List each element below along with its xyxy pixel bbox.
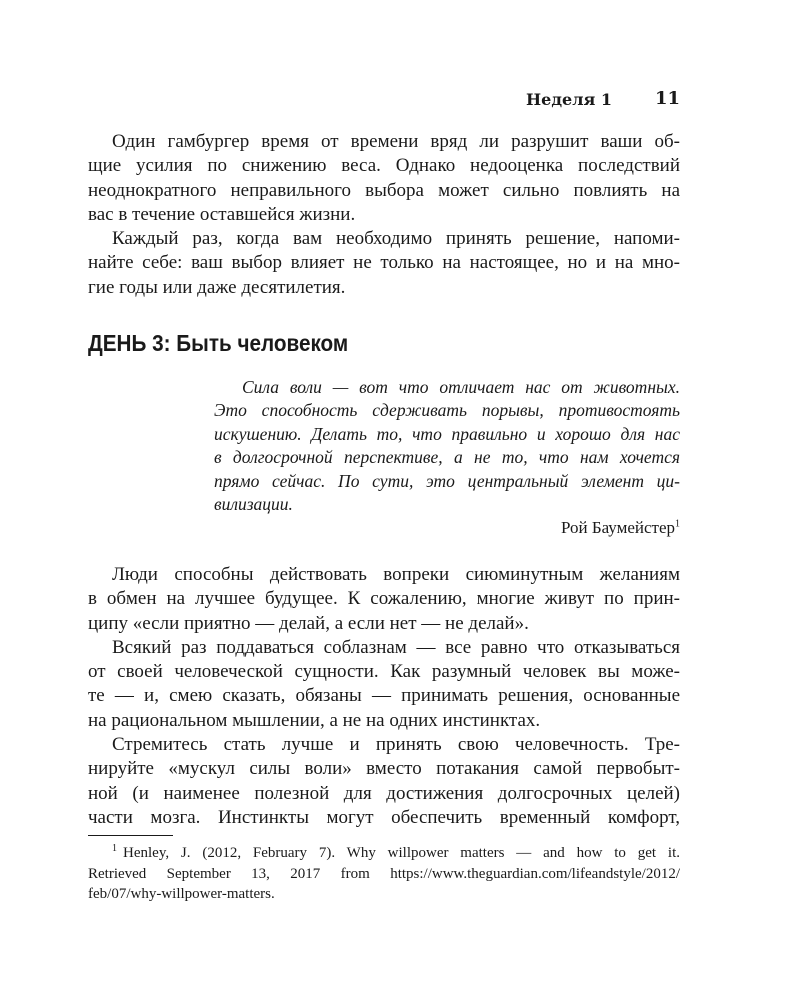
quote-line: прямо сейчас. По сути, это центральный элемент ци- [214, 470, 680, 491]
section-heading: ДЕНЬ 3: Быть человеком [88, 330, 349, 356]
text-line: Люди способны действовать вопреки сиюминутным желаниям [112, 564, 680, 585]
running-title: Неделя 1 [526, 90, 612, 109]
paragraph [88, 636, 680, 733]
footnote [88, 843, 680, 905]
footnote-reference[interactable]: 1 [675, 518, 680, 530]
paragraph [88, 227, 680, 300]
epigraph-quote [214, 376, 680, 516]
quote-author: Рой Баумейстер [560, 518, 675, 537]
footnote-text: Henley, J. (2012, February 7). Why willpower matters — and how to get it. [123, 845, 680, 861]
quote-line: Сила воли — вот что отличает нас от животных. [242, 377, 680, 397]
epigraph-attribution [561, 518, 680, 538]
text-line: гие годы или даже десятилетия. [88, 276, 346, 298]
text-line: Один гамбургер время от времени вряд ли разрушит ваши об- [112, 131, 680, 152]
quote-line: Это способность сдерживать порывы, противостоять [214, 400, 680, 421]
text-line: части мозга. Инстинкты могут обеспечить временный комфорт, [88, 806, 680, 828]
text-line: Всякий раз поддаваться соблазнам — все равно что отказываться [112, 636, 680, 658]
text-line: неоднократного неправильного выбора может сильно повлиять на [88, 179, 680, 201]
text-line: Стремитесь стать лучше и принять свою человечность. Тре- [112, 734, 680, 756]
footnote-line: feb/07/why-willpower-matters. [88, 886, 275, 902]
quote-line: в долгосрочной перспективе, а не то, что нам хочется [214, 447, 680, 468]
paragraph [88, 733, 680, 830]
quote-line: искушению. Делать то, что правильно и хорошо для нас [214, 423, 680, 444]
text-line: ной (и наименее полезной для достижения долгосрочных целей) [88, 782, 680, 804]
text-line: найте себе: ваш выбор влияет не только на настоящее, но и на мно- [88, 252, 680, 274]
quote-line: вилизации. [214, 493, 293, 514]
paragraph [88, 130, 680, 227]
text-line: в обмен на лучшее будущее. К сожалению, многие живут по прин- [88, 588, 680, 610]
running-header [88, 88, 680, 114]
text-line: Каждый раз, когда вам необходимо принять решение, напоми- [112, 228, 680, 250]
footnote-line: Retrieved September 13, 2017 from https://www.theguardian.com/lifeandstyle/2012/ [88, 865, 680, 882]
section-text [88, 563, 680, 830]
text-line: на рациональном мышлении, а не на одних инстинктах. [88, 709, 541, 731]
footnote-divider [88, 835, 173, 836]
footnote-line [88, 843, 680, 864]
intro-text [88, 130, 680, 300]
text-line: от своей человеческой сущности. Как разумный человек вы може- [88, 661, 680, 683]
text-line: щие усилия по снижению веса. Однако недооценка последствий [88, 155, 680, 177]
text-line: те — и, смею сказать, обязаны — принимать решения, основанные [88, 685, 680, 707]
paragraph [88, 563, 680, 636]
text-line: ципу «если приятно — делай, а если нет — не делай». [88, 612, 529, 634]
text-line: вас в течение оставшейся жизни. [88, 203, 356, 225]
page-number: 11 [654, 88, 680, 109]
text-line: нируйте «мускул силы воли» вместо потакания самой первобыт- [88, 758, 680, 780]
footnote-marker: 1 [112, 843, 117, 854]
